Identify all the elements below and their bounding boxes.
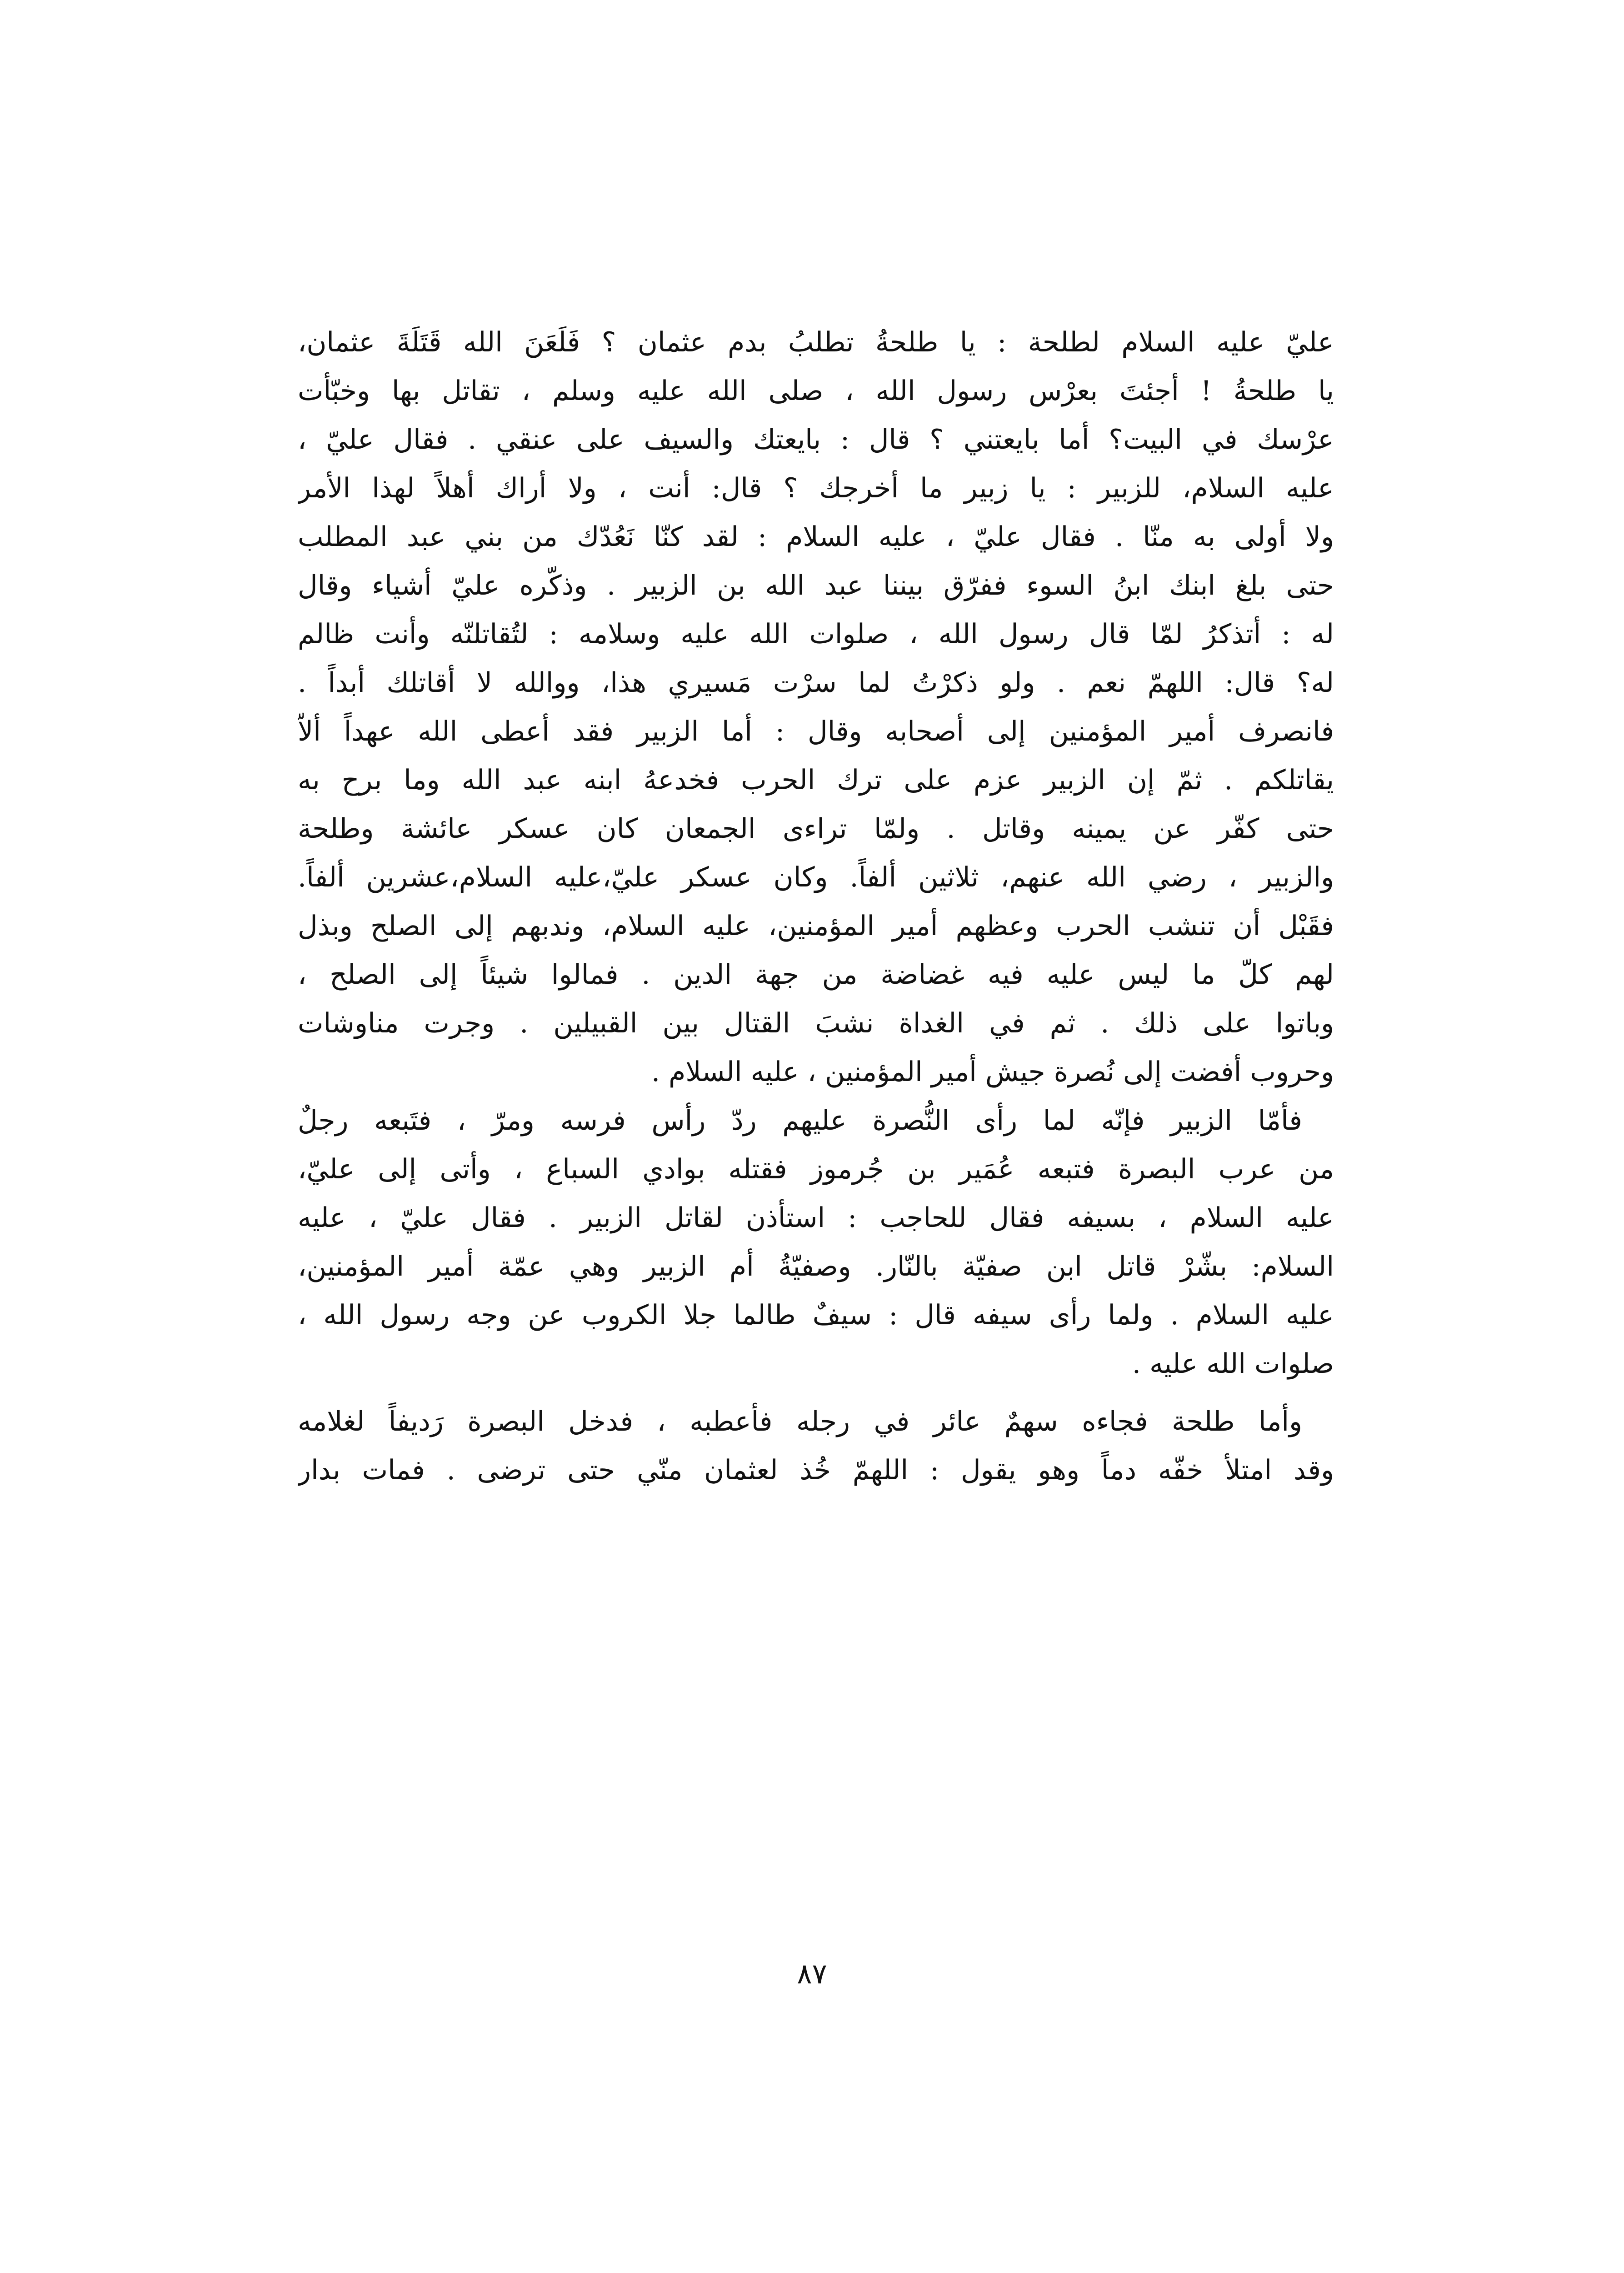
text-line: وقد امتلأ خفّه دماً وهو يقول : اللهمّ خُذ لعثمان منّي حتى ترضى . فمات بدار bbox=[298, 1454, 1334, 1486]
text-line: حتى كفّر عن يمينه وقاتل . ولمّا تراءى الجمعان كان عسكر عائشة وطلحة bbox=[298, 813, 1334, 845]
text-line: حتى بلغ ابنك ابنُ السوء ففرّق بيننا عبد الله بن الزبير . وذكّره عليّ أشياء وقال bbox=[298, 570, 1334, 601]
paragraph-gap bbox=[298, 1388, 1334, 1397]
text-line: ولا أولى به منّا . فقال عليّ ، عليه السلام : لقد كنّا نَعُدّك من بني عبد المطلب bbox=[298, 521, 1334, 553]
text-line: من عرب البصرة فتبعه عُمَير بن جُرموز فقتله بوادي السباع ، وأتى إلى عليّ، bbox=[298, 1153, 1334, 1185]
text-line: له؟ قال: اللهمّ نعم . ولو ذكرْتُ لما سرْت مَسيري هذا، ووالله لا أقاتلك أبداً . bbox=[298, 667, 1334, 699]
text-line: عليه السلام . ولما رأى سيفه قال : سيفٌ طالما جلا الكروب عن وجه رسول الله ، bbox=[298, 1299, 1334, 1331]
text-line: صلوات الله عليه . bbox=[1132, 1348, 1334, 1380]
body-text bbox=[298, 318, 1334, 1495]
text-line: عليه السلام، للزبير : يا زبير ما أخرجك ؟ قال: أنت ، ولا أراك أهلاً لهذا الأمر bbox=[298, 472, 1334, 504]
text-line: عليه السلام ، بسيفه فقال للحاجب : استأذن لقاتل الزبير . فقال عليّ ، عليه bbox=[298, 1202, 1334, 1234]
text-line: وأما طلحة فجاءه سهمٌ عائر في رجله فأعطبه ، فدخل البصرة رَديفاً لغلامه bbox=[298, 1406, 1302, 1437]
text-line: يقاتلكم . ثمّ إن الزبير عزم على ترك الحرب فخدعهُ ابنه عبد الله وما برح به bbox=[298, 764, 1334, 796]
text-line: وحروب أفضت إلى نُصرة جيش أمير المؤمنين ، عليه السلام . bbox=[651, 1056, 1334, 1088]
text-line: عرْسك في البيت؟ أما بايعتني ؟ قال : بايعتك والسيف على عنقي . فقال عليّ ، bbox=[298, 424, 1334, 456]
text-line: يا طلحةُ ! أجئتَ بعرْس رسول الله ، صلى الله عليه وسلم ، تقاتل بها وخبّأت bbox=[298, 375, 1334, 407]
text-line: والزبير ، رضي الله عنهم، ثلاثين ألفاً. وكان عسكر عليّ،عليه السلام،عشرين ألفاً. bbox=[298, 861, 1334, 893]
text-line: له : أتذكرُ لمّا قال رسول الله ، صلوات الله عليه وسلامه : لتُقاتلنّه وأنت ظالم bbox=[298, 618, 1334, 650]
text-line: فقَبْل أن تنشب الحرب وعظهم أمير المؤمنين، عليه السلام، وندبهم إلى الصلح وبذل bbox=[298, 910, 1334, 942]
text-line: فأمّا الزبير فإنّه لما رأى النُّصرة عليهم ردّ رأس فرسه ومرّ ، فتَبعه رجلٌ bbox=[298, 1105, 1302, 1136]
text-line: وباتوا على ذلك . ثم في الغداة نشبَ القتال بين القبيلين . وجرت مناوشات bbox=[298, 1007, 1334, 1039]
page-number: ٨٧ bbox=[797, 1957, 827, 1990]
text-line: فانصرف أمير المؤمنين إلى أصحابه وقال : أما الزبير فقد أعطى الله عهداً ألاّ bbox=[298, 716, 1334, 747]
text-line: لهم كلّ ما ليس عليه فيه غضاضة من جهة الدين . فمالوا شيئاً إلى الصلح ، bbox=[298, 959, 1334, 991]
text-line: السلام: بشّرْ قاتل ابن صفيّة بالنّار. وصفيّةُ أم الزبير وهي عمّة أمير المؤمنين، bbox=[298, 1251, 1334, 1282]
text-line: عليّ عليه السلام لطلحة : يا طلحةُ تطلبُ بدم عثمان ؟ فَلَعَنَ الله قَتَلَةَ عثمان، bbox=[298, 326, 1334, 358]
